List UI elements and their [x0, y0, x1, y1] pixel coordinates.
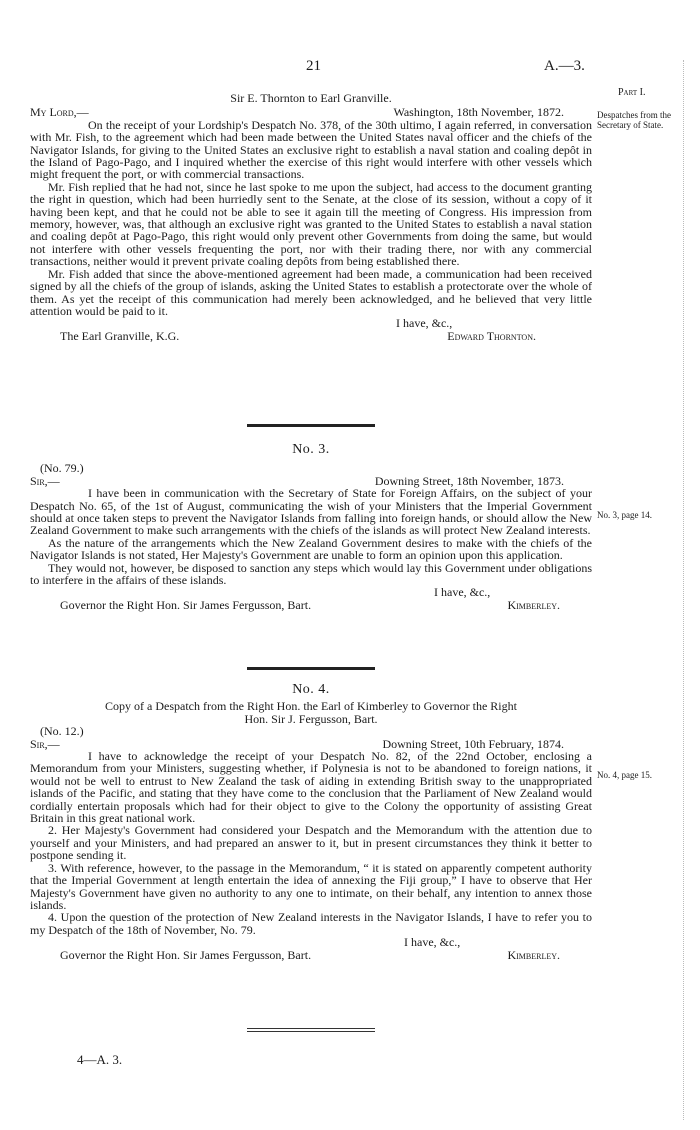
paragraph: On the receipt of your Lordship's Despatch No. 378, of the 30th ultimo, I again referred, in conversation with Mr. Fish, to the agreement which had been made between the United States naval officer and the chiefs of the Navigator Islands, for giving to the United States an exclusive right to establish a naval station and coaling depôt in the Island of Pago-Pago, and I inquired whether the exercise of this right would interfere with other vessels which might frequent the port, or with commercial transactions.: [30, 117, 592, 182]
salutation: Sir,—: [30, 736, 60, 751]
despatch-number: (No. 12.): [40, 724, 84, 739]
letter-title: Copy of a Despatch from the Right Hon. the Earl of Kimberley to Governor the Right: [105, 699, 517, 714]
signature: Kimberley.: [507, 947, 560, 962]
signature-mark: 4—A. 3.: [77, 1052, 123, 1067]
paragraph: Mr. Fish replied that he had not, since he last spoke to me upon the subject, had access to the document granting the right in question, which had been hurriedly sent to the Senate, at the close of its session, without a copy of it having been kept, and that he could not be able to see it again till the meeting of Congress. His impression from memory, however, was, that although an exclusive right was granted to the United States to establish a naval station and coaling depôt at Pago-Pago, this right would only prevent other Governments from doing the same, but would not interfere with other vessels frequenting the port, nor with their trading there, nor with any commercial transactions, neither would it prevent private coaling depôts from being established there.: [30, 179, 592, 269]
paragraph: 3. With reference, however, to the passage in the Memorandum, “ it is stated on apparently competent authority that the Imperial Government at length entertain the idea of annexing the Fiji group,” I have to observe that Her Majesty's Government have given no authority to any one to intimate, on their behalf, any intention to annex those islands.: [30, 860, 592, 912]
margin-note-no4: No. 4, page 15.: [597, 770, 652, 780]
salutation: Sir,—: [30, 473, 60, 488]
salutation: My Lord,—: [30, 105, 89, 120]
paragraph: I have been in communication with the Secretary of State for Foreign Affairs, on the subject of your Despatch No. 65, of the 1st of August, communicating the wish of your Ministers that the Imperial Government should at once taken steps to prevent the Navigator Islands from falling into foreign hands, or should allow the New Zealand Government to make such arrangements with the chiefs of the islands as will protect New Zealand interests.: [30, 486, 592, 538]
addressee: Governor the Right Hon. Sir James Fergusson, Bart.: [60, 597, 312, 612]
section-divider: [0, 667, 622, 670]
end-divider: [0, 1028, 622, 1032]
section-divider: [0, 424, 622, 427]
signature: Kimberley.: [507, 597, 560, 612]
paragraph: I have to acknowledge the receipt of your Despatch No. 82, of the 22nd October, enclosing a Memorandum from your Ministers, suggesting whether, if Polynesia is not to be abandoned to foreign nations, it would not be well to entrust to New Zealand the task of aiding in extending British sway to the unappropriated islands of the Pacific, and stating that they have come to the conclusion that the Parliament of New Zealand would cordially entertain proposals which had for their object to give to the Colony the opportunity of assisting Great Britain in this great national work.: [30, 749, 592, 826]
margin-note-despatches: Despatches from the Secretary of State.: [597, 110, 671, 130]
signature: Edward Thornton.: [447, 328, 536, 343]
addressee: Governor the Right Hon. Sir James Fergusson, Bart.: [60, 947, 312, 962]
place-date: Downing Street, 18th November, 1873.: [374, 473, 564, 488]
document-reference: A.—3.: [544, 58, 585, 74]
letter-title: Sir E. Thornton to Earl Granville.: [230, 91, 392, 105]
closing: I have, &c.,: [404, 935, 461, 950]
paragraph: As the nature of the arrangements which the New Zealand Government desires to make with the chiefs of the Navigator Islands is not stated, Her Majesty's Government are unable to form an opinion upon this application.: [30, 535, 592, 563]
place-date: Downing Street, 10th February, 1874.: [382, 736, 564, 751]
place-date: Washington, 18th November, 1872.: [393, 105, 564, 120]
paragraph: Mr. Fish added that since the above-mentioned agreement had been made, a communication had been received signed by all the chiefs of the group of islands, asking the United States to establish a protectorate over the whole of them. As yet the receipt of this communication had merely been acknowledged, and he believed that very little attention would be paid to it.: [30, 266, 592, 318]
section-heading: No. 3.: [292, 442, 330, 457]
addressee: The Earl Granville, K.G.: [60, 328, 180, 343]
paragraph: They would not, however, be disposed to sanction any steps which would lay this Government under obligations to interfere in the affairs of these islands.: [30, 560, 592, 588]
paragraph: 4. Upon the question of the protection of New Zealand interests in the Navigator Islands, I have to refer you to my Despatch of the 18th of November, No. 79.: [30, 910, 592, 937]
letter-no3: [30, 444, 592, 611]
letter-thornton: [30, 92, 592, 342]
letter-no4: [30, 684, 592, 961]
closing: I have, &c.,: [396, 316, 453, 331]
paragraph: 2. Her Majesty's Government had considered your Despatch and the Memorandum with the attention due to yourself and your Ministers, and had prepared an answer to it, but in present circumstances they think it better to postpone sending it.: [30, 823, 592, 863]
section-heading: No. 4.: [292, 682, 330, 697]
closing: I have, &c.,: [434, 585, 491, 600]
despatch-number: (No. 79.): [40, 461, 84, 476]
page-edge-mark: [683, 60, 694, 1120]
part-label: Part I.: [618, 87, 646, 98]
margin-note-no3: No. 3, page 14.: [597, 510, 652, 520]
page-number: 21: [306, 58, 321, 74]
letter-title-continued: Hon. Sir J. Fergusson, Bart.: [244, 711, 378, 726]
